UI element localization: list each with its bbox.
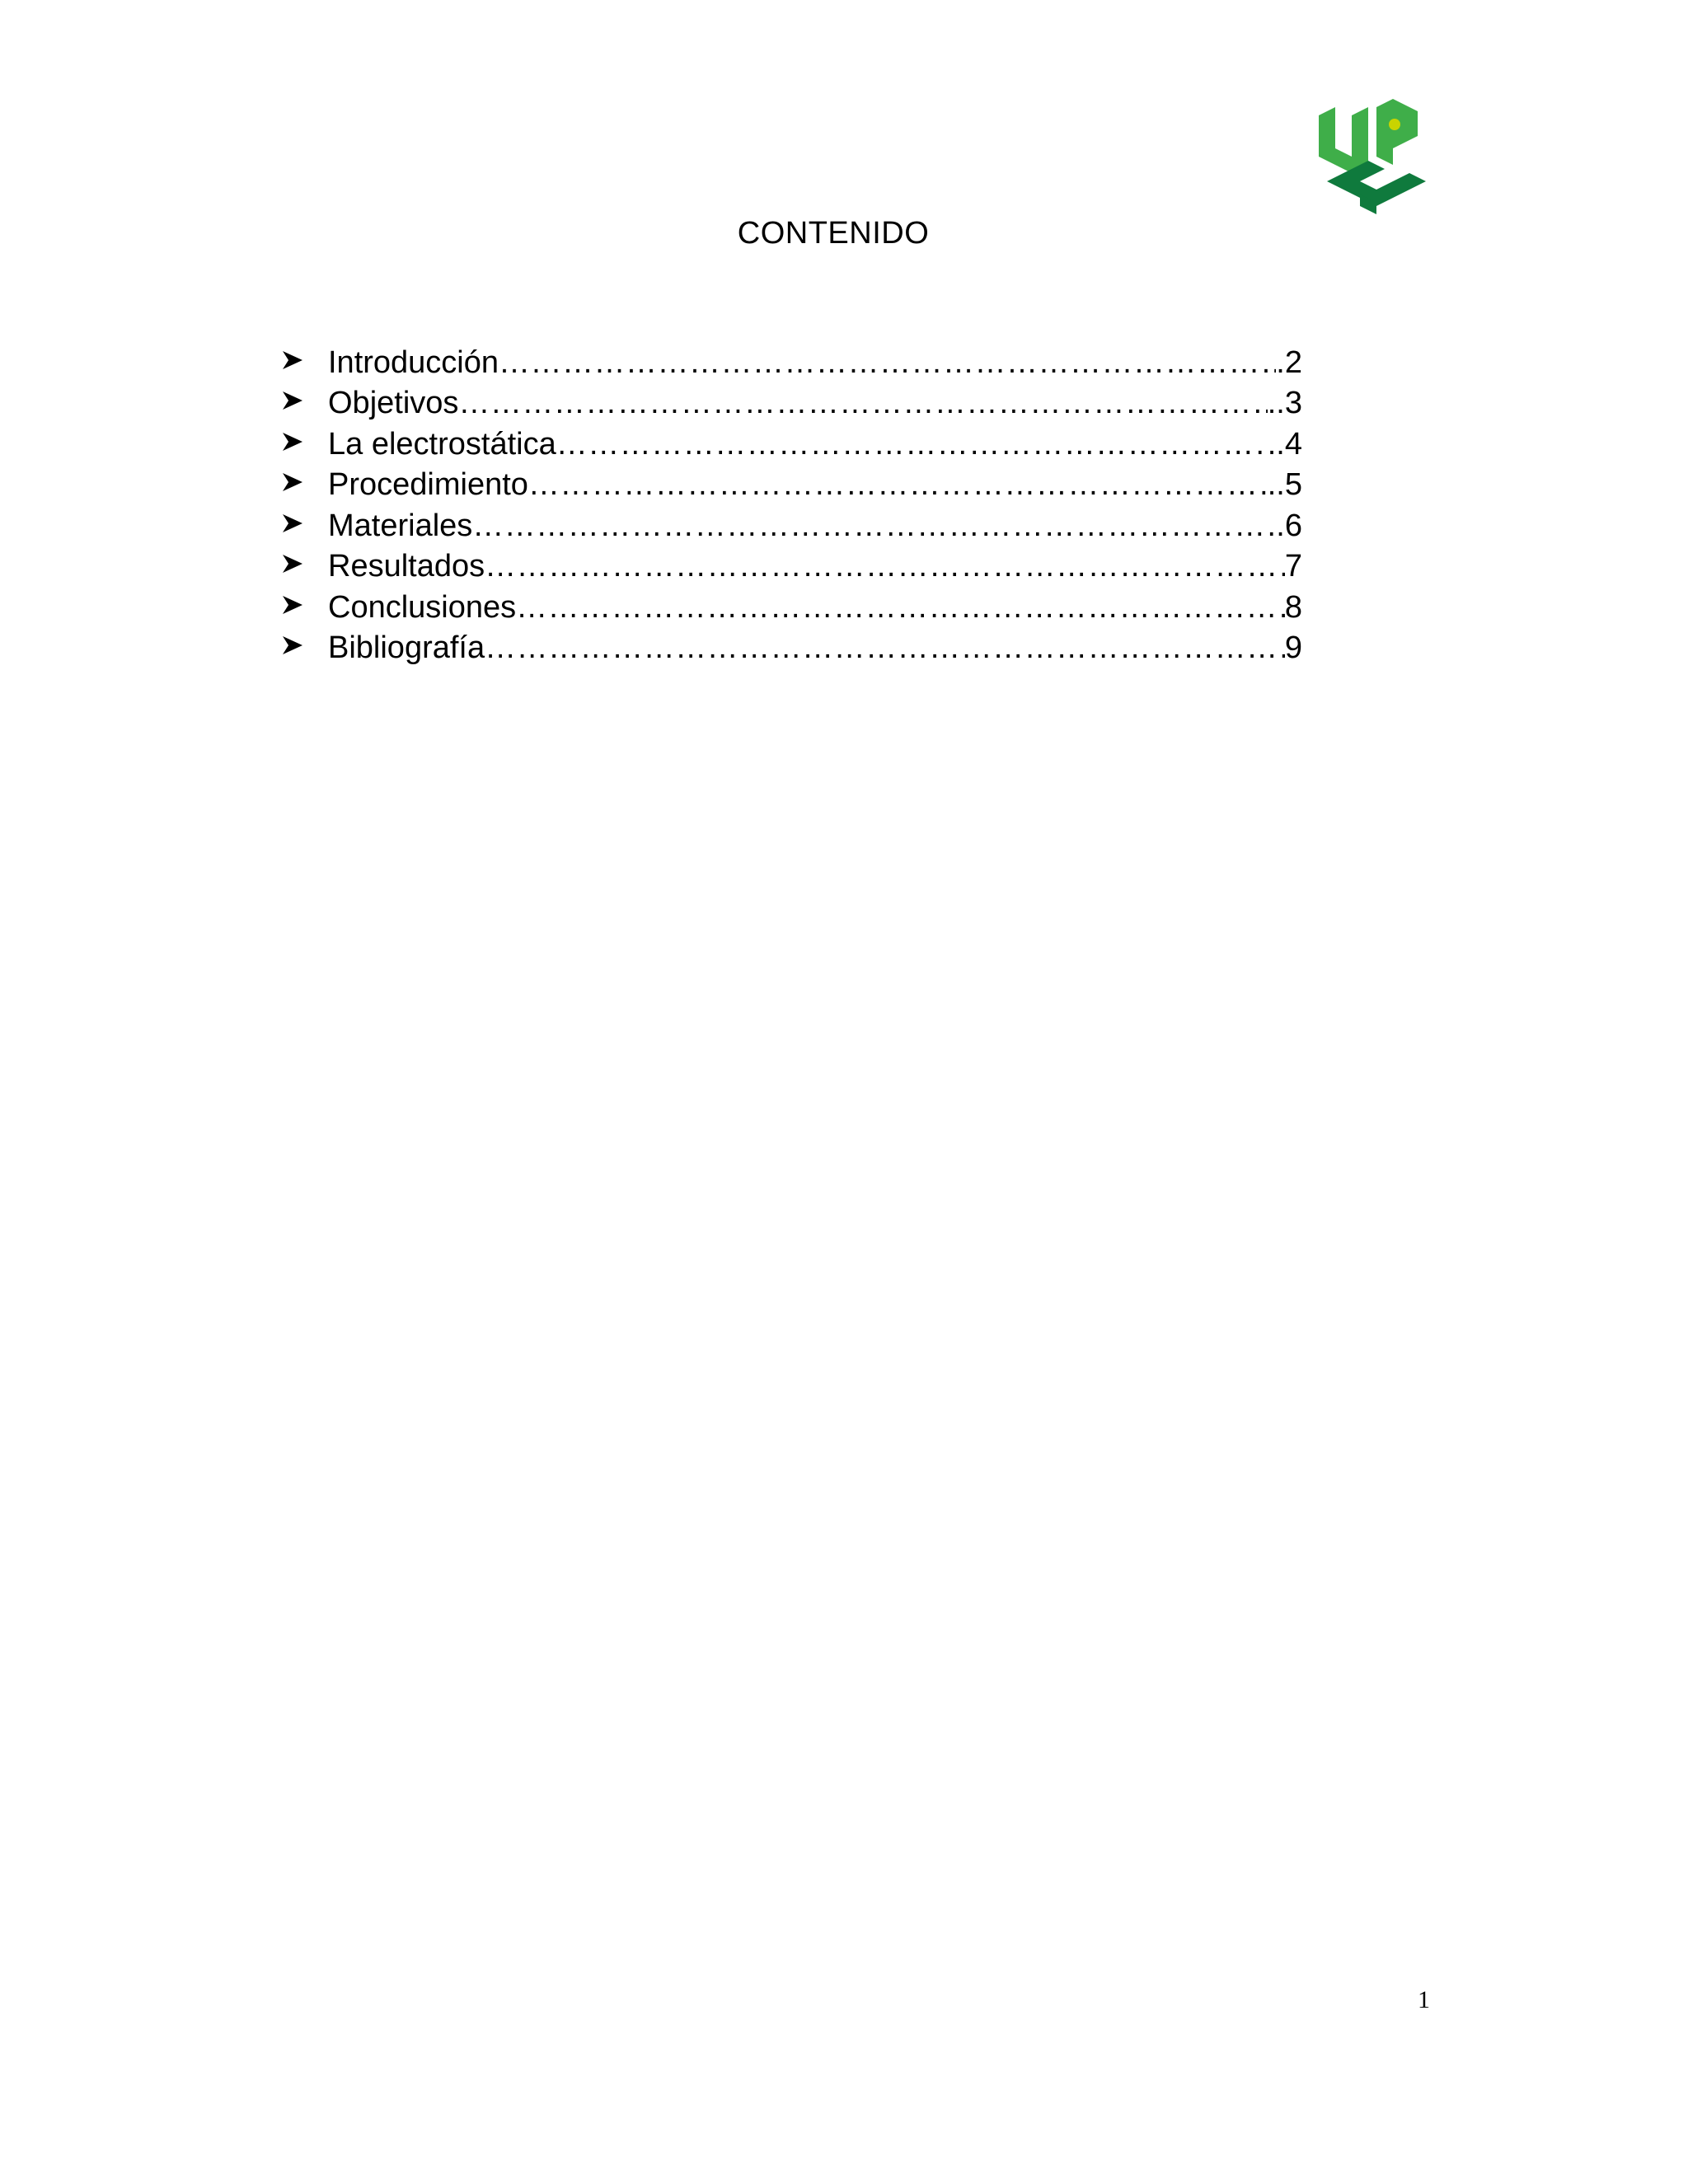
toc-item-introduccion (280, 340, 1302, 381)
toc-leader-dots (556, 424, 1268, 466)
toc-leader-dots (499, 343, 1276, 384)
toc-item-page: 7 (1284, 549, 1302, 584)
upc-university-logo-icon (1319, 97, 1426, 214)
toc-item-la-electrostatica (280, 421, 1302, 462)
arrowhead-bullet-icon (280, 340, 328, 381)
page-title: CONTENIDO (737, 216, 930, 251)
toc-item-page: 9 (1284, 630, 1302, 666)
arrowhead-bullet-icon (280, 462, 328, 504)
toc-item-page: 6 (1284, 508, 1302, 543)
toc-item-procedimiento (280, 462, 1302, 504)
arrowhead-bullet-icon (280, 584, 328, 626)
arrowhead-bullet-icon (280, 544, 328, 585)
arrowhead-bullet-icon (280, 381, 328, 422)
toc-leader-suffix: .. (1267, 386, 1285, 421)
toc-item-label: Materiales (328, 508, 473, 543)
toc-item-page: 5 (1284, 467, 1302, 503)
toc-item-label: Procedimiento (328, 467, 528, 503)
arrowhead-bullet-icon (280, 626, 328, 667)
toc-item-page: 3 (1284, 386, 1302, 421)
toc-item-label: La electrostática (328, 426, 556, 462)
toc-leader-suffix: . (1276, 344, 1285, 380)
toc-leader-suffix: . (1276, 508, 1285, 543)
arrowhead-bullet-icon (280, 503, 328, 544)
toc-leader-dots (458, 383, 1267, 424)
toc-leader-dots (528, 465, 1268, 506)
toc-item-resultados (280, 544, 1302, 585)
toc-item-label: Objetivos (328, 386, 459, 421)
toc-leader-dots (485, 628, 1285, 669)
toc-item-conclusiones (280, 584, 1302, 626)
university-logo (1319, 97, 1426, 214)
arrowhead-bullet-icon (280, 421, 328, 462)
toc-item-label: Conclusiones (328, 589, 517, 625)
toc-item-label: Bibliografía (328, 630, 485, 666)
toc-item-materiales (280, 503, 1302, 544)
toc-leader-dots (485, 546, 1285, 588)
toc-leader-suffix: .. (1267, 426, 1285, 462)
toc-leader-dots (472, 506, 1276, 547)
toc-item-label: Resultados (328, 549, 485, 584)
toc-item-page: 2 (1284, 344, 1302, 380)
toc-item-page: 8 (1284, 589, 1302, 625)
toc-item-label: Introducción (328, 344, 499, 380)
toc-item-page: 4 (1284, 426, 1302, 462)
footer-page-number: 1 (1418, 1986, 1430, 2013)
toc-item-bibliografia (280, 626, 1302, 667)
toc-leader-dots (516, 588, 1285, 629)
table-of-contents (280, 340, 1302, 666)
toc-item-objetivos (280, 381, 1302, 422)
toc-leader-suffix: .. (1267, 467, 1285, 503)
